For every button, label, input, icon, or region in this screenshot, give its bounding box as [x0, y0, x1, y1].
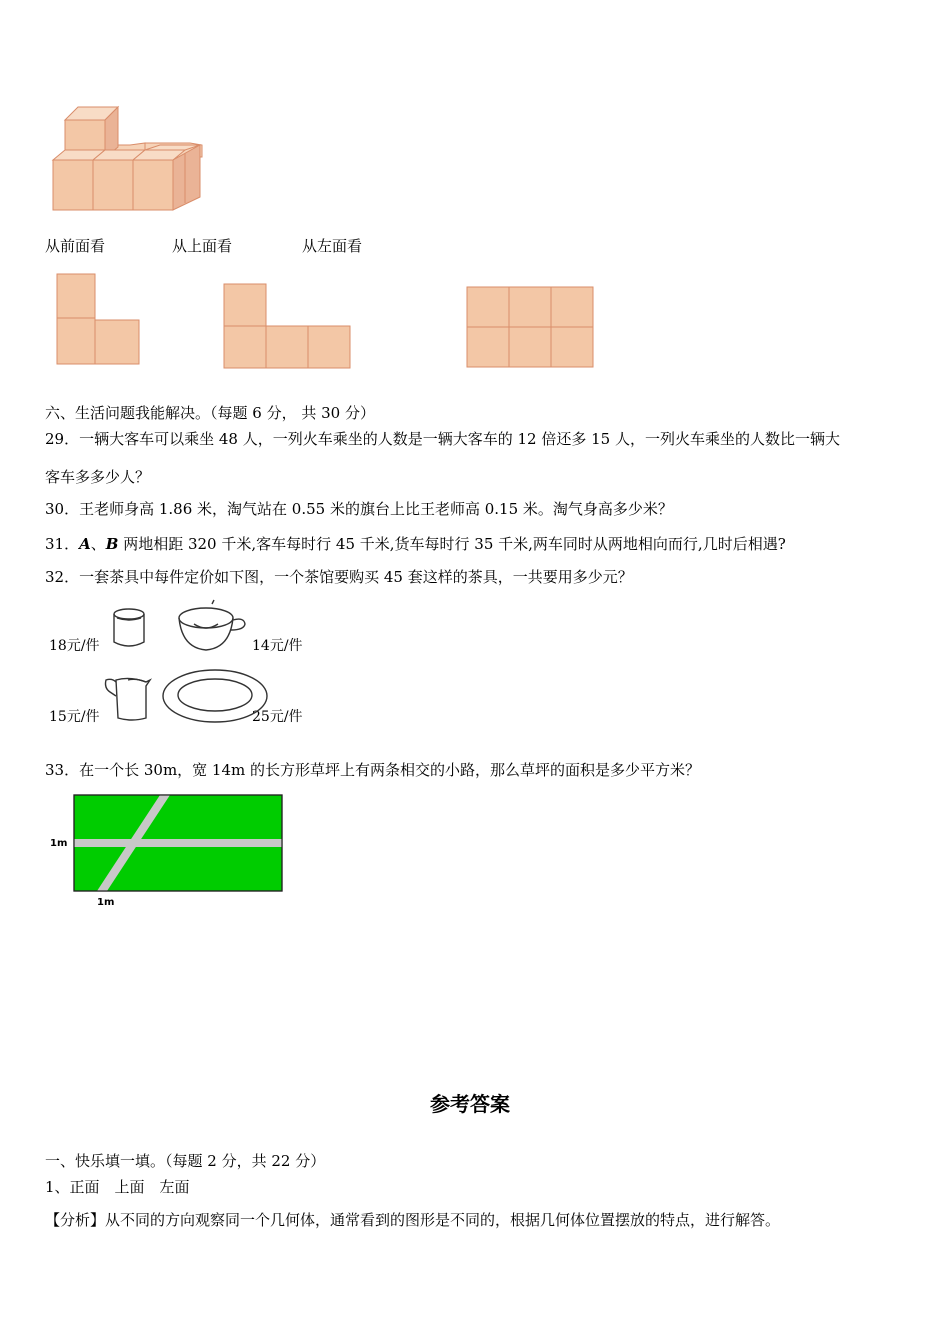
bowl-drawing — [176, 600, 248, 656]
cube-arrangement-figure — [50, 105, 210, 220]
view-figure-a — [55, 272, 145, 368]
answers-section-one-heading: 一、快乐填一填。（每题 2 分，共 22 分） — [45, 1152, 326, 1170]
cup-drawing — [108, 606, 152, 652]
separator: 、 — [90, 535, 106, 553]
point-b-label: B — [105, 535, 119, 553]
front-view-label: 从前面看 — [45, 237, 106, 255]
question-29-line1: 29．一辆大客车可以乘坐 48 人，一列火车乘坐的人数是一辆大客车的 12 倍还多 15 人，一列火车乘坐的人数比一辆大 — [45, 430, 840, 448]
question-33: 33．在一个长 30m，宽 14m 的长方形草坪上有两条相交的小路，那么草坪的面积是多少平方米？ — [45, 761, 701, 779]
view-figure-b — [222, 282, 354, 370]
plate-drawing — [160, 668, 270, 724]
answer-1: 1、正面 上面 左面 — [45, 1178, 190, 1196]
top-view-label: 从上面看 — [172, 237, 233, 255]
question-31-text: 两地相距 320 千米,客车每时行 45 千米,货车每时行 35 千米,两车同时从两地相向而行,几时后相遇? — [118, 535, 786, 553]
answers-title: 参考答案 — [430, 1092, 510, 1116]
lawn-figure — [74, 795, 284, 893]
bowl-price-label: 14元/件 — [252, 638, 303, 654]
cup-price-label: 18元/件 — [49, 638, 100, 654]
path-width-label-bottom: 1m — [97, 897, 115, 908]
question-31-number: 31． — [45, 535, 80, 553]
path-width-label-left: 1m — [50, 838, 68, 849]
question-31 — [45, 534, 786, 554]
question-30: 30．王老师身高 1.86 米，淘气站在 0.55 米的旗台上比王老师高 0.15 米。淘气身高多少米？ — [45, 500, 673, 518]
answer-1-analysis: 【分析】从不同的方向观察同一个几何体，通常看到的图形是不同的，根据几何体位置摆放的特点，进行解答。 — [45, 1211, 781, 1229]
pitcher-drawing — [102, 674, 154, 724]
question-29-line2: 客车多多少人？ — [45, 468, 151, 486]
question-32: 32．一套茶具中每件定价如下图，一个茶馆要购买 45 套这样的茶具，一共要用多少元？ — [45, 568, 633, 586]
section-six-heading: 六、生活问题我能解决。（每题 6 分， 共 30 分） — [45, 404, 375, 422]
point-a-label: A — [79, 535, 91, 553]
pitcher-price-label: 15元/件 — [49, 709, 100, 725]
view-figure-c — [465, 285, 597, 369]
left-view-label: 从左面看 — [302, 237, 363, 255]
plate-price-label: 25元/件 — [252, 709, 303, 725]
